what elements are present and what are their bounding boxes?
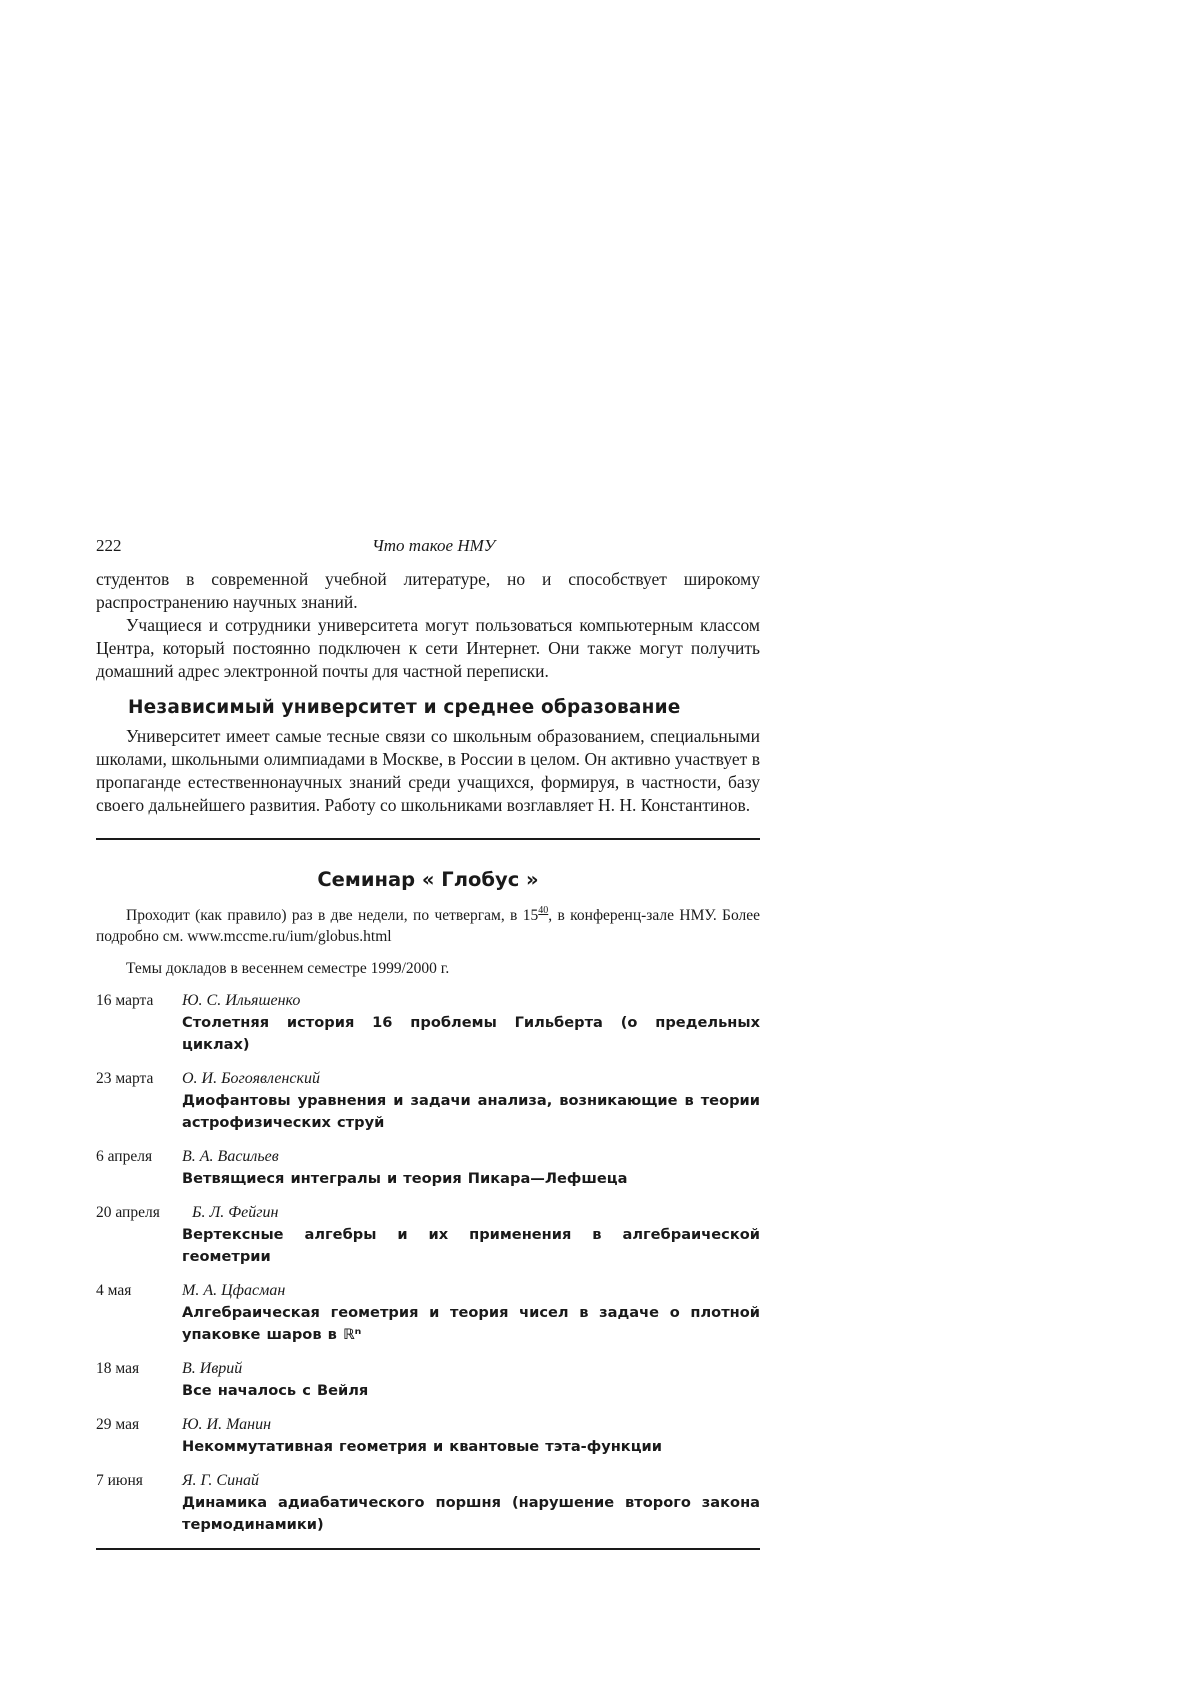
body-paragraph: Учащиеся и сотрудники университета могут пользоваться компьютерным классом Центра, который постоянно подключен к сети Интернет. Они также могут получить домашний адрес электронной почты для частной переписки. bbox=[96, 615, 760, 681]
talk-date: 29 мая bbox=[96, 1416, 140, 1433]
body-paragraph: Университет имеет самые тесные связи со школьным образованием, специальными школами, школьными олимпиадами в Москве, в России в целом. Он активно участвует в пропаганде естественнонаучных знаний среди учащихся, формируя, в частности, базу своего дальнейшего развития. Работу со школьниками возглавляет Н. Н. Константинов. bbox=[96, 726, 760, 815]
talk-entry bbox=[96, 990, 760, 1056]
page-number: 222 bbox=[96, 536, 122, 555]
talk-title: Все началось с Вейля bbox=[182, 1382, 369, 1399]
seminar-info bbox=[96, 905, 760, 947]
running-head bbox=[96, 530, 760, 560]
talk-entry bbox=[96, 1146, 760, 1190]
top-rule bbox=[96, 838, 760, 840]
talk-entry bbox=[96, 1280, 760, 1346]
talk-entry bbox=[96, 1202, 760, 1268]
talk-entry bbox=[96, 1470, 760, 1536]
talk-title: Диофантовы уравнения и задачи анализа, возникающие в теории астрофизических струй bbox=[182, 1092, 760, 1131]
talk-entry bbox=[96, 1068, 760, 1134]
topics-intro: Темы докладов в весеннем семестре 1999/2000 г. bbox=[126, 960, 450, 977]
talk-date: 4 мая bbox=[96, 1282, 132, 1299]
talk-title: Ветвящиеся интегралы и теория Пикара—Лефшеца bbox=[182, 1170, 628, 1187]
talk-date: 16 марта bbox=[96, 992, 154, 1009]
talk-title: Динамика адиабатического поршня (нарушение второго закона термодинамики) bbox=[182, 1494, 760, 1533]
talk-title: Вертексные алгебры и их применения в алгебраической геометрии bbox=[182, 1226, 760, 1265]
talk-speaker: В. Иврий bbox=[182, 1360, 243, 1377]
talk-speaker: О. И. Богоявленский bbox=[182, 1070, 320, 1087]
seminar-title: Семинар « Глобус » bbox=[317, 868, 539, 891]
seminar-info-text: Проходит (как правило) раз в две недели, по четвергам, в 15 bbox=[126, 907, 539, 924]
talk-speaker: М. А. Цфасман bbox=[182, 1282, 286, 1299]
talk-date: 7 июня bbox=[96, 1472, 143, 1489]
talk-entry bbox=[96, 1414, 760, 1458]
time-minutes: 40 bbox=[538, 905, 549, 916]
section-heading: Независимый университет и среднее образование bbox=[128, 697, 681, 718]
seminar-info-text-cont: , в конференц-зале НМУ. Более подробно см. www.mccme.ru/ium/globus.html bbox=[96, 907, 760, 945]
body-paragraph: студентов в современной учебной литературе, но и способствует широкому распространению научных знаний. bbox=[96, 569, 760, 612]
talk-title: Алгебраическая геометрия и теория чисел в задаче о плотной упаковке шаров в ℝⁿ bbox=[182, 1304, 760, 1343]
talk-date: 6 апреля bbox=[96, 1148, 153, 1165]
talk-entry bbox=[96, 1358, 760, 1402]
talk-date: 18 мая bbox=[96, 1360, 140, 1377]
talk-speaker: Ю. С. Ильяшенко bbox=[182, 992, 301, 1009]
talk-speaker: Я. Г. Синай bbox=[182, 1472, 260, 1489]
bottom-rule bbox=[96, 1548, 760, 1550]
talk-schedule bbox=[96, 990, 760, 1536]
talk-speaker: Ю. И. Манин bbox=[182, 1416, 272, 1433]
book-page bbox=[96, 530, 760, 1550]
talk-speaker: Б. Л. Фейгин bbox=[192, 1204, 279, 1221]
running-title: Что такое НМУ bbox=[372, 536, 496, 555]
talk-title: Столетняя история 16 проблемы Гильберта (о предельных циклах) bbox=[182, 1014, 760, 1053]
talk-speaker: В. А. Васильев bbox=[182, 1148, 279, 1165]
talk-date: 23 марта bbox=[96, 1070, 154, 1087]
talk-date: 20 апреля bbox=[96, 1204, 160, 1221]
talk-title: Некоммутативная геометрия и квантовые тэта-функции bbox=[182, 1438, 662, 1455]
